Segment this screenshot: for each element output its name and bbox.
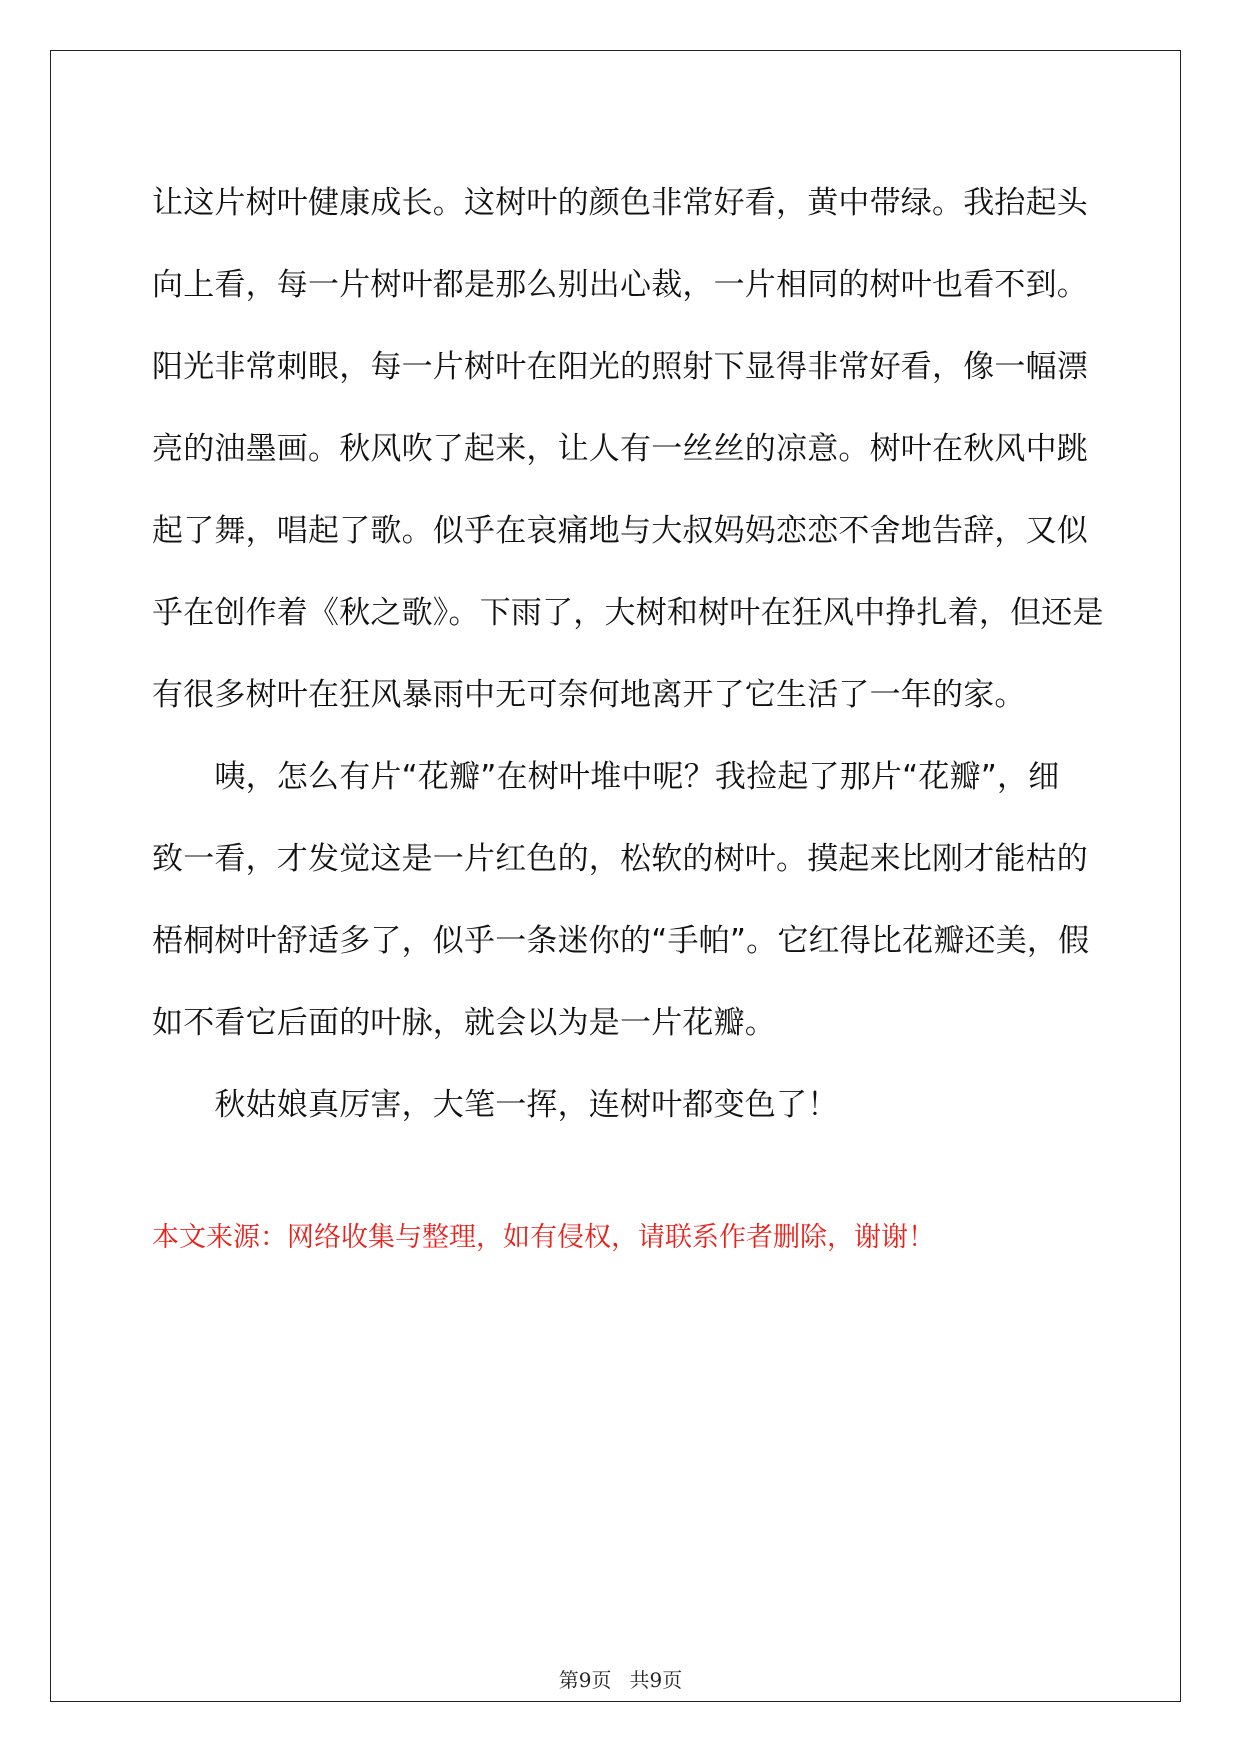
text-line: 咦，怎么有片“花瓣”在树叶堆中呢？我捡起了那片“花瓣”，细 [152, 759, 1060, 795]
text-line: 阳光非常刺眼，每一片树叶在阳光的照射下显得非常好看，像一幅漂 [152, 349, 1088, 385]
text-line: 秋姑娘真厉害，大笔一挥，连树叶都变色了！ [152, 1087, 839, 1123]
text-line: 有很多树叶在狂风暴雨中无可奈何地离开了它生活了一年的家。 [152, 677, 1026, 713]
text-line: 致一看，才发觉这是一片红色的，松软的树叶。摸起来比刚才能枯的 [152, 841, 1088, 877]
paragraph-1 [152, 162, 1104, 736]
paragraph-2 [152, 736, 1090, 1064]
text-line: 亮的油墨画。秋风吹了起来，让人有一丝丝的凉意。树叶在秋风中跳 [152, 431, 1088, 467]
source-note: 本文来源：网络收集与整理，如有侵权，请联系作者删除，谢谢！ [152, 1222, 935, 1253]
text-line: 乎在创作着《秋之歌》。下雨了，大树和树叶在狂风中挣扎着，但还是 [152, 595, 1104, 631]
text-line: 如不看它后面的叶脉，就会以为是一片花瓣。 [152, 1005, 776, 1041]
text-line: 让这片树叶健康成长。这树叶的颜色非常好看，黄中带绿。我抬起头 [152, 185, 1088, 221]
text-line: 起了舞，唱起了歌。似乎在哀痛地与大叔妈妈恋恋不舍地告辞，又似 [152, 513, 1088, 549]
page-footer [0, 1665, 1241, 1695]
page-number-total: 共9页 [629, 1668, 683, 1692]
text-line: 向上看，每一片树叶都是那么别出心裁，一片相同的树叶也看不到。 [152, 267, 1088, 303]
text-line: 梧桐树叶舒适多了，似乎一条迷你的“手帕”。它红得比花瓣还美，假 [152, 923, 1090, 959]
document-body [152, 162, 1104, 1146]
page-number-current: 第9页 [558, 1668, 612, 1692]
paragraph-3 [152, 1064, 1082, 1146]
